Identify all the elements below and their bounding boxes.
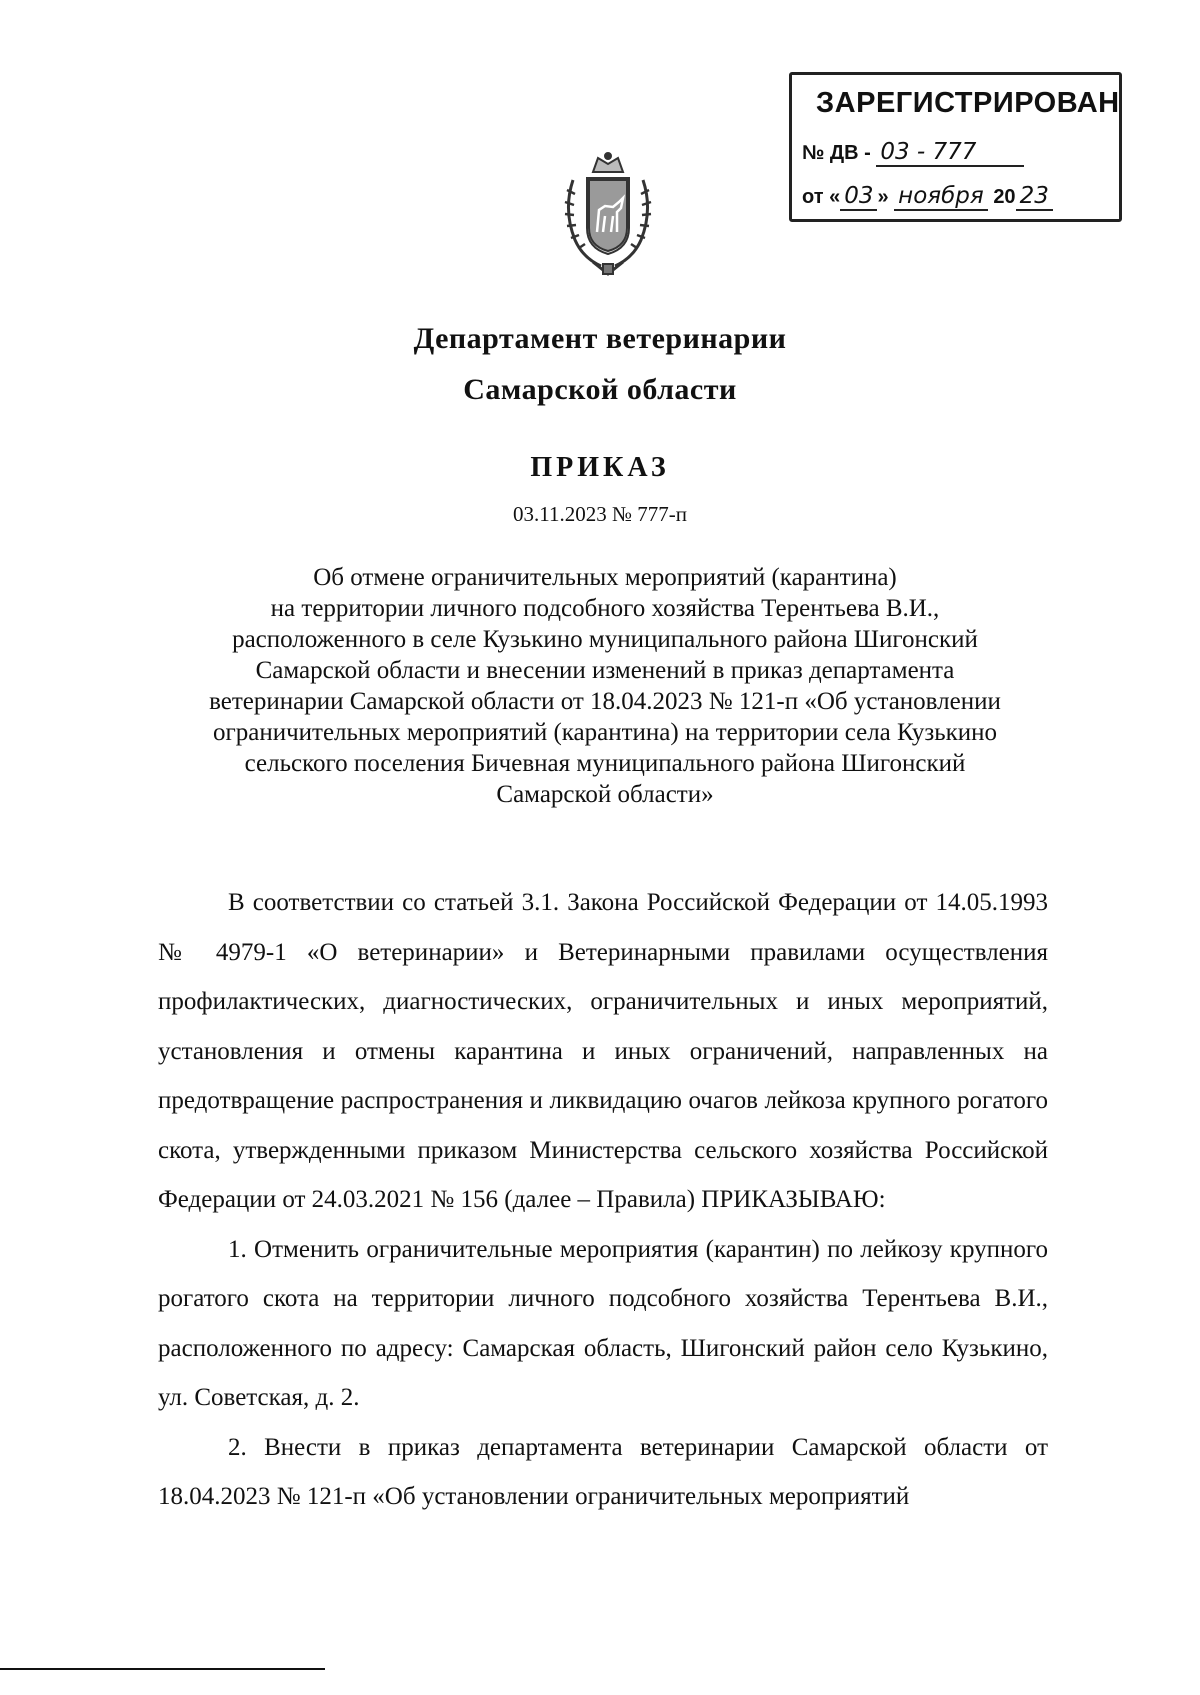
subject-line: Самарской области и внесении изменений в приказ департамента — [255, 657, 955, 684]
stamp-number-line — [802, 139, 1024, 167]
registration-stamp — [789, 72, 1122, 222]
order-subject — [150, 562, 1060, 810]
subject-line: Самарской области» — [496, 781, 714, 808]
samara-coat-of-arms-icon — [553, 150, 663, 280]
subject-line: сельского поселения Бичевная муниципального района Шигонский — [244, 750, 966, 777]
subject-line: ограничительных мероприятий (карантина) на территории села Кузькино — [212, 719, 998, 746]
subject-line: ветеринарии Самарской области от 18.04.2023 № 121-п «Об установлении — [209, 688, 1001, 715]
preamble-paragraph: В соответствии со статьей 3.1. Закона Российской Федерации от 14.05.1993 № 4979-1 «О ветеринарии» и Ветеринарными правилами осуществления профилактических, диагностических, ограничительных и иных мероприятий, установления и отмены карантина и иных ограничений, направленных на предотвращение распространения и ликвидацию очагов лейкоза крупного рогатого скота, утвержденными приказом Министерства сельского хозяйства Российской Федерации от 24.03.2021 № 156 (далее – Правила) ПРИКАЗЫВАЮ: — [158, 889, 1048, 1213]
order-date-number: 03.11.2023 № 777-п — [513, 502, 687, 526]
stamp-number-value: 03 - 777 — [876, 139, 1024, 167]
department-name-line1: Департамент ветеринарии — [413, 322, 787, 355]
stamp-date-line — [802, 183, 1053, 211]
stamp-title: ЗАРЕГИСТРИРОВАН — [816, 87, 1120, 119]
stamp-year-value: 23 — [1016, 183, 1053, 211]
footnote-separator — [0, 1668, 325, 1670]
clause-1-paragraph: 1. Отменить ограничительные мероприятия (карантин) по лейкозу крупного рогатого скота на территории личного подсобного хозяйства Терентьева В.И., расположенного по адресу: Самарская область, Шигонский район село Кузькино, ул. Советская, д. 2. — [158, 1235, 1048, 1411]
stamp-year-prefix: 20 — [993, 186, 1016, 208]
stamp-date-day: 03 — [840, 183, 877, 211]
subject-line: Об отмене ограничительных мероприятий (карантина) — [313, 564, 897, 591]
order-title: ПРИКАЗ — [530, 452, 670, 483]
stamp-date-month: ноября — [894, 183, 988, 211]
subject-line: на территории личного подсобного хозяйства Терентьева В.И., — [270, 595, 940, 622]
clause-2-paragraph: 2. Внести в приказ департамента ветеринарии Самарской области от 18.04.2023 № 121-п «Об установлении ограничительных мероприятий — [158, 1433, 1048, 1510]
order-body — [158, 878, 1048, 1522]
stamp-number-label: № ДВ - — [802, 142, 871, 164]
stamp-date-prefix: от « — [802, 186, 841, 208]
department-name-line2: Самарской области — [463, 373, 737, 406]
subject-line: расположенного в селе Кузькино муниципального района Шигонский — [232, 626, 978, 653]
stamp-date-mid: » — [877, 186, 889, 208]
